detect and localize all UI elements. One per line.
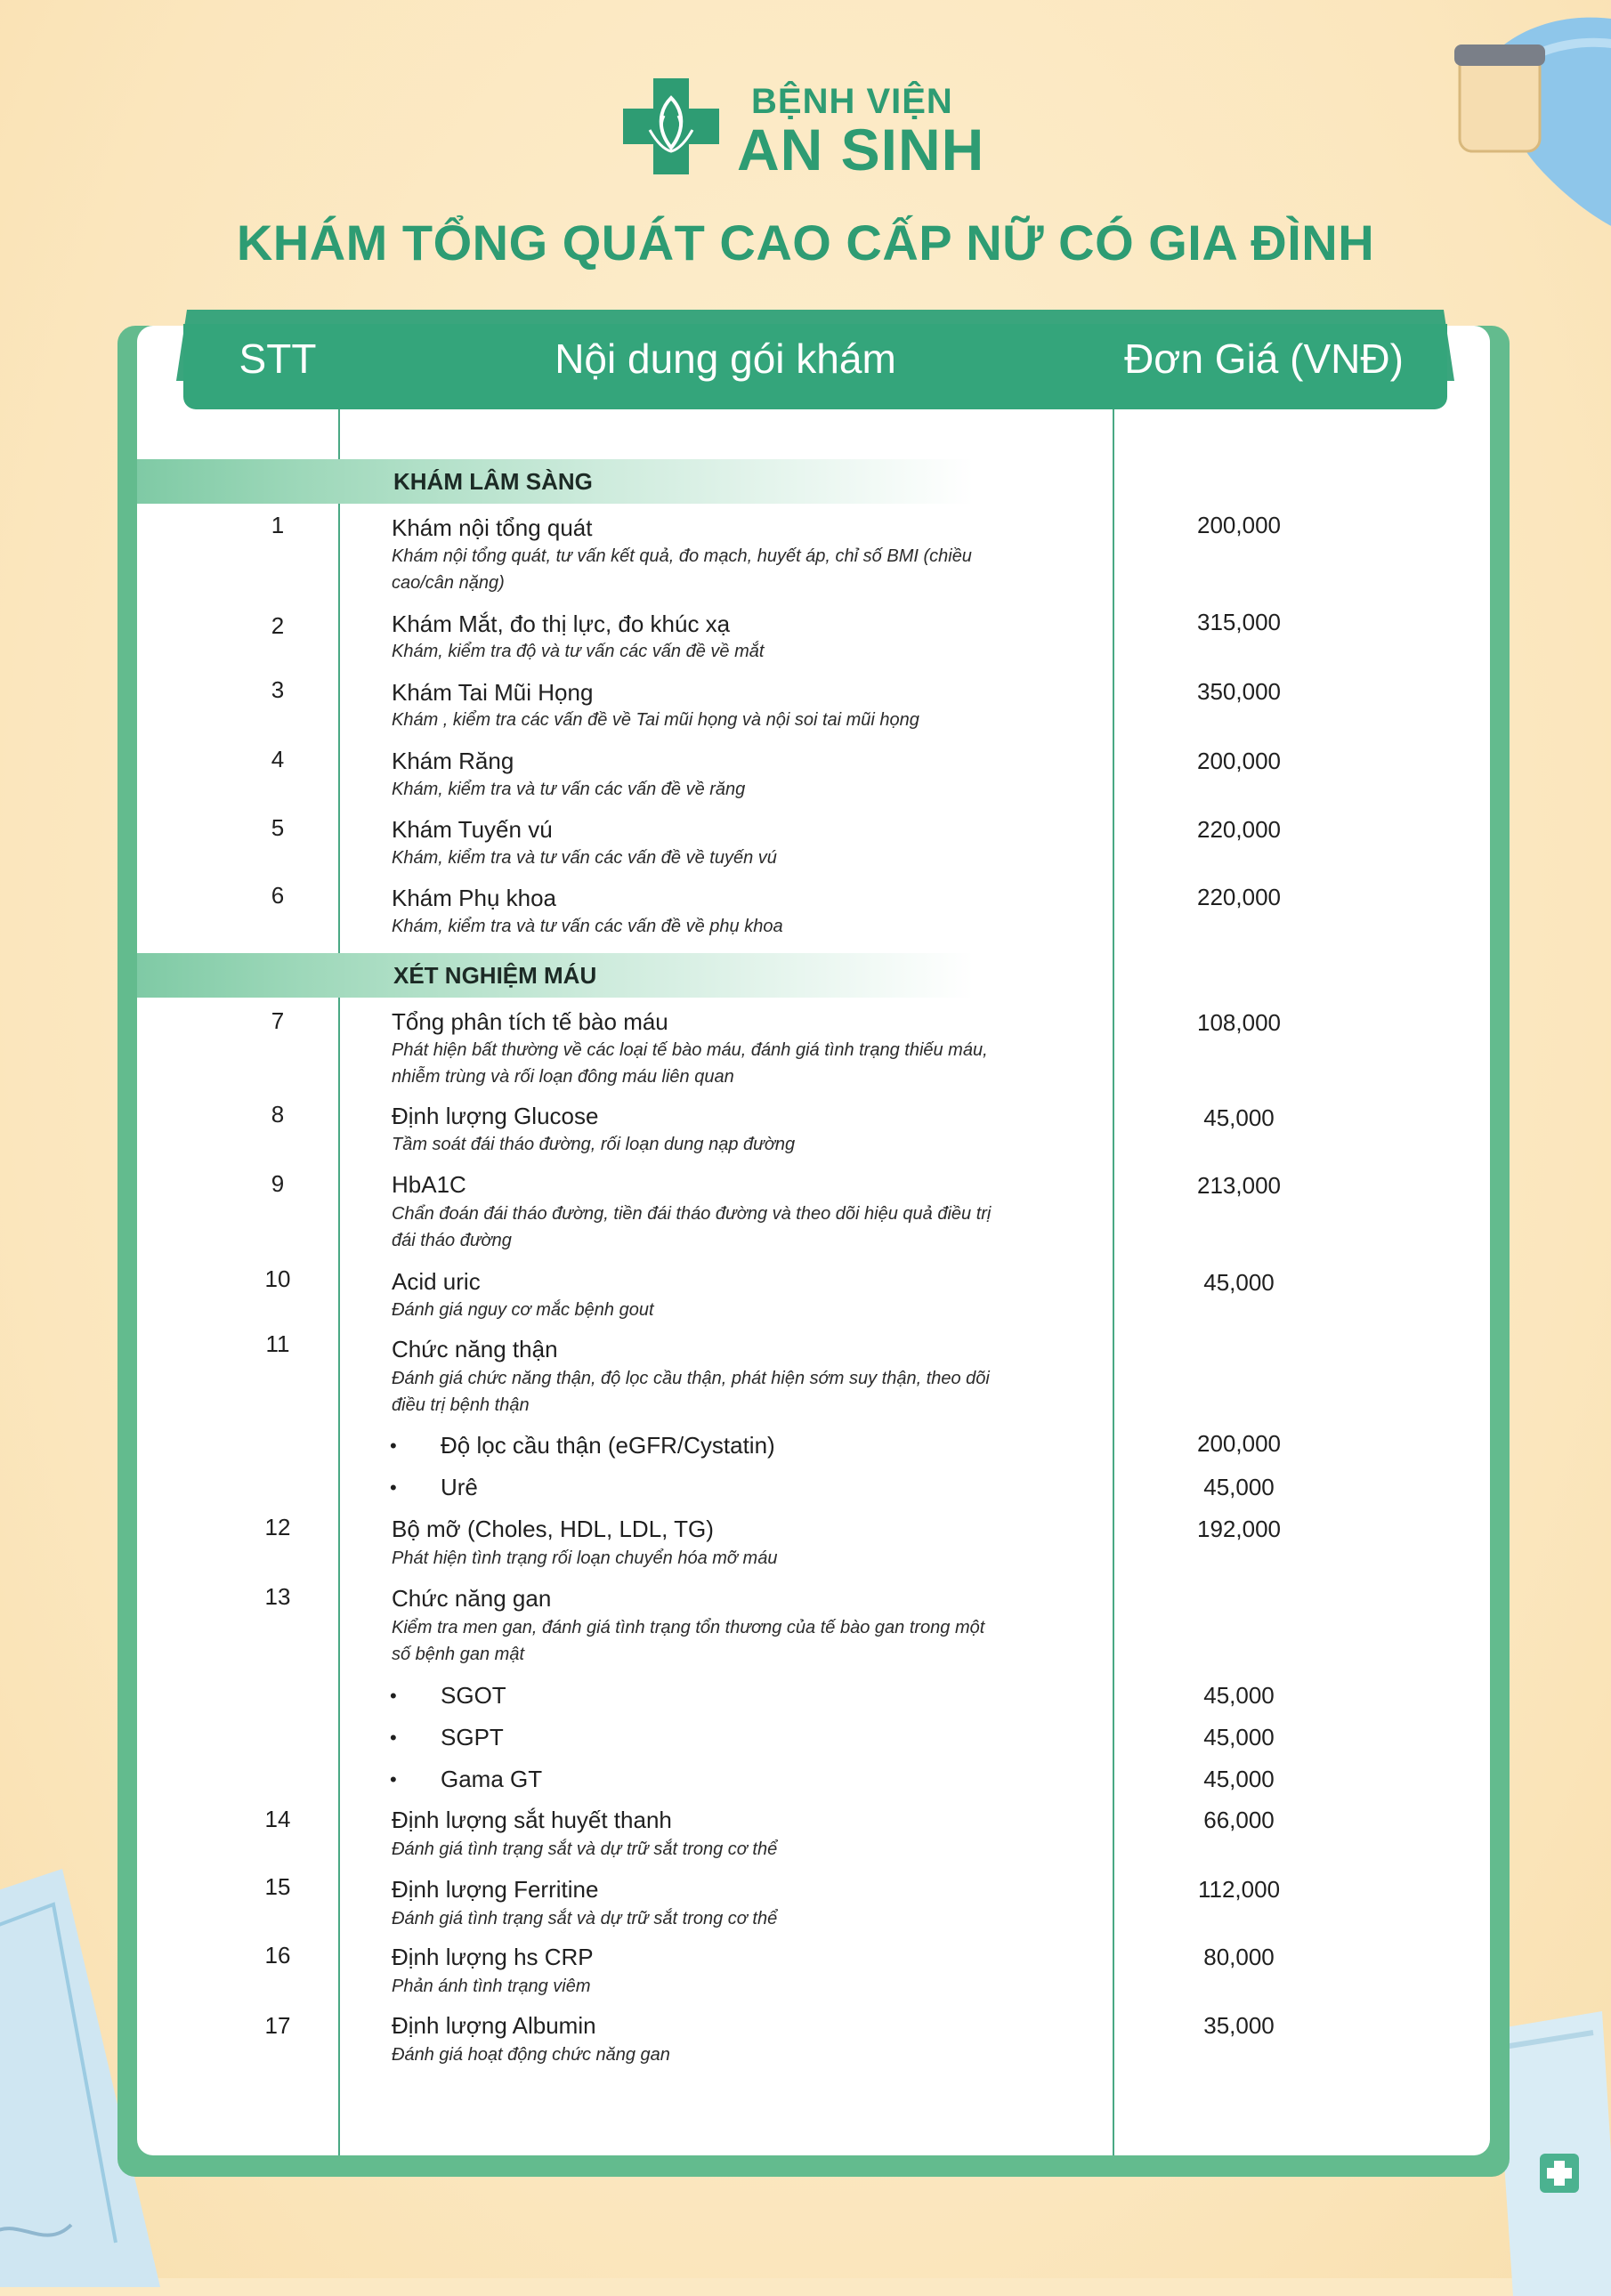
row-name: Acid uric <box>392 1268 481 1295</box>
bullet: • <box>390 1768 397 1791</box>
header-price: Đơn Giá (VNĐ) <box>1124 336 1404 382</box>
row-description: Đánh giá nguy cơ mắc bệnh gout <box>392 1300 654 1320</box>
row-name: Bộ mỡ (Choles, HDL, LDL, TG) <box>392 1516 714 1542</box>
row-number: 16 <box>264 1942 291 1969</box>
row-name: HbA1C <box>392 1171 466 1198</box>
row-price: 192,000 <box>1197 1516 1281 1542</box>
row-price: 45,000 <box>1203 1474 1275 1500</box>
bullet: • <box>390 1476 397 1499</box>
section-title: KHÁM LÂM SÀNG <box>393 468 593 495</box>
sub-item-name: Gama GT <box>441 1766 543 1792</box>
row-name: Khám Phụ khoa <box>392 885 557 911</box>
row-number: 15 <box>264 1873 291 1900</box>
row-description: Đánh giá hoạt động chức năng gan <box>392 2045 670 2065</box>
row-price: 200,000 <box>1197 1430 1281 1457</box>
sub-item-name: Độ lọc cầu thận (eGFR/Cystatin) <box>441 1432 775 1459</box>
section-header <box>137 953 974 998</box>
row-number: 6 <box>271 882 285 909</box>
row-description: Khám, kiểm tra và tư vấn các vấn đề về răng <box>392 780 746 799</box>
sub-item-name: SGOT <box>441 1682 506 1709</box>
row-price: 35,000 <box>1203 2012 1275 2039</box>
row-price: 200,000 <box>1197 512 1281 538</box>
column-divider-left <box>338 409 340 2155</box>
row-description: Đánh giá tình trạng sắt và dự trữ sắt trong cơ thể <box>392 1909 778 1928</box>
row-name: Khám Tuyến vú <box>392 816 553 843</box>
row-number: 12 <box>264 1514 291 1540</box>
column-divider-right <box>1113 409 1114 2155</box>
row-number: 7 <box>271 1007 285 1034</box>
row-price: 66,000 <box>1203 1807 1275 1833</box>
bullet: • <box>390 1726 397 1749</box>
row-number: 9 <box>271 1170 285 1197</box>
row-name: Khám Tai Mũi Họng <box>392 679 594 706</box>
row-number: 5 <box>271 814 285 841</box>
row-name: Chức năng gan <box>392 1585 552 1612</box>
row-price: 45,000 <box>1203 1766 1275 1792</box>
row-name: Định lượng sắt huyết thanh <box>392 1807 672 1833</box>
logo-text-bottom: AN SINH <box>737 117 985 182</box>
row-number: 13 <box>264 1583 291 1610</box>
row-description: cao/cân nặng) <box>392 573 505 593</box>
row-price: 80,000 <box>1203 1944 1275 1970</box>
row-price: 45,000 <box>1203 1724 1275 1750</box>
row-description: Đánh giá tình trạng sắt và dự trữ sắt trong cơ thể <box>392 1839 778 1859</box>
bullet: • <box>390 1685 397 1707</box>
row-number: 17 <box>264 2012 291 2039</box>
page-title: KHÁM TỔNG QUÁT CAO CẤP NỮ CÓ GIA ĐÌNH <box>236 214 1375 271</box>
row-number: 14 <box>264 1806 291 1832</box>
row-number: 10 <box>264 1265 291 1292</box>
row-name: Tổng phân tích tế bào máu <box>392 1008 668 1035</box>
row-description: Phát hiện tình trạng rối loạn chuyển hóa mỡ máu <box>392 1548 778 1568</box>
row-description: đái tháo đường <box>392 1231 512 1250</box>
row-number: 8 <box>271 1101 285 1128</box>
row-price: 45,000 <box>1203 1104 1275 1131</box>
row-number: 4 <box>271 746 285 772</box>
row-description: Phản ánh tình trạng viêm <box>392 1977 591 1996</box>
row-price: 200,000 <box>1197 748 1281 774</box>
row-price: 315,000 <box>1197 609 1281 635</box>
row-price: 220,000 <box>1197 884 1281 910</box>
row-description: Khám, kiểm tra và tư vấn các vấn đề về phụ khoa <box>392 917 783 936</box>
row-price: 350,000 <box>1197 678 1281 705</box>
gloved-hand-icon <box>1442 9 1611 240</box>
row-name: Chức năng thận <box>392 1336 558 1362</box>
row-description: Khám, kiểm tra và tư vấn các vấn đề về tuyến vú <box>392 848 777 868</box>
row-number: 11 <box>265 1330 290 1357</box>
section-title: XÉT NGHIỆM MÁU <box>393 962 597 989</box>
row-price: 112,000 <box>1197 1876 1281 1903</box>
hospital-logo <box>623 78 1006 182</box>
row-number: 3 <box>271 676 285 703</box>
row-name: Định lượng Albumin <box>392 2012 596 2039</box>
row-number: 2 <box>271 612 285 639</box>
sub-item-name: Urê <box>441 1474 478 1500</box>
row-number: 1 <box>271 512 285 538</box>
row-name: Định lượng hs CRP <box>392 1944 594 1970</box>
row-name: Định lượng Glucose <box>392 1103 599 1129</box>
row-price: 213,000 <box>1197 1172 1281 1199</box>
row-description: Chẩn đoán đái tháo đường, tiền đái tháo đường và theo dõi hiệu quả điều trị <box>392 1204 992 1224</box>
row-price: 45,000 <box>1203 1269 1275 1296</box>
bullet: • <box>390 1435 397 1457</box>
row-name: Khám Mắt, đo thị lực, đo khúc xạ <box>392 610 731 637</box>
row-price: 45,000 <box>1203 1682 1275 1709</box>
row-name: Định lượng Ferritine <box>392 1876 599 1903</box>
row-description: điều trị bệnh thận <box>392 1395 530 1415</box>
row-description: Khám , kiểm tra các vấn đề về Tai mũi họng và nội soi tai mũi họng <box>392 710 919 730</box>
row-name: Khám nội tổng quát <box>392 514 593 541</box>
sub-item-name: SGPT <box>441 1724 504 1750</box>
row-description: Tầm soát đái tháo đường, rối loạn dung nạp đường <box>392 1135 796 1154</box>
row-name: Khám Răng <box>392 748 514 774</box>
hospital-cross-icon <box>623 78 719 174</box>
logo-text-top: BỆNH VIỆN <box>751 82 953 121</box>
row-description: Khám nội tổng quát, tư vấn kết quả, đo mạch, huyết áp, chỉ số BMI (chiều <box>392 546 972 566</box>
row-description: số bệnh gan mật <box>392 1645 524 1664</box>
row-price: 108,000 <box>1197 1009 1281 1036</box>
header-content: Nội dung gói khám <box>555 336 896 382</box>
row-description: Đánh giá chức năng thận, độ lọc cầu thận, phát hiện sớm suy thận, theo dõi <box>392 1369 990 1388</box>
row-description: Khám, kiểm tra độ và tư vấn các vấn đề về mắt <box>392 642 765 661</box>
row-description: Kiểm tra men gan, đánh giá tình trạng tổn thương của tế bào gan trong một <box>392 1618 985 1637</box>
row-description: Phát hiện bất thường về các loại tế bào máu, đánh giá tình trạng thiếu máu, <box>392 1040 988 1060</box>
section-header <box>137 459 974 504</box>
header-stt: STT <box>239 336 317 382</box>
row-price: 220,000 <box>1197 816 1281 843</box>
row-description: nhiễm trùng và rối loạn đông máu liên quan <box>392 1067 734 1087</box>
